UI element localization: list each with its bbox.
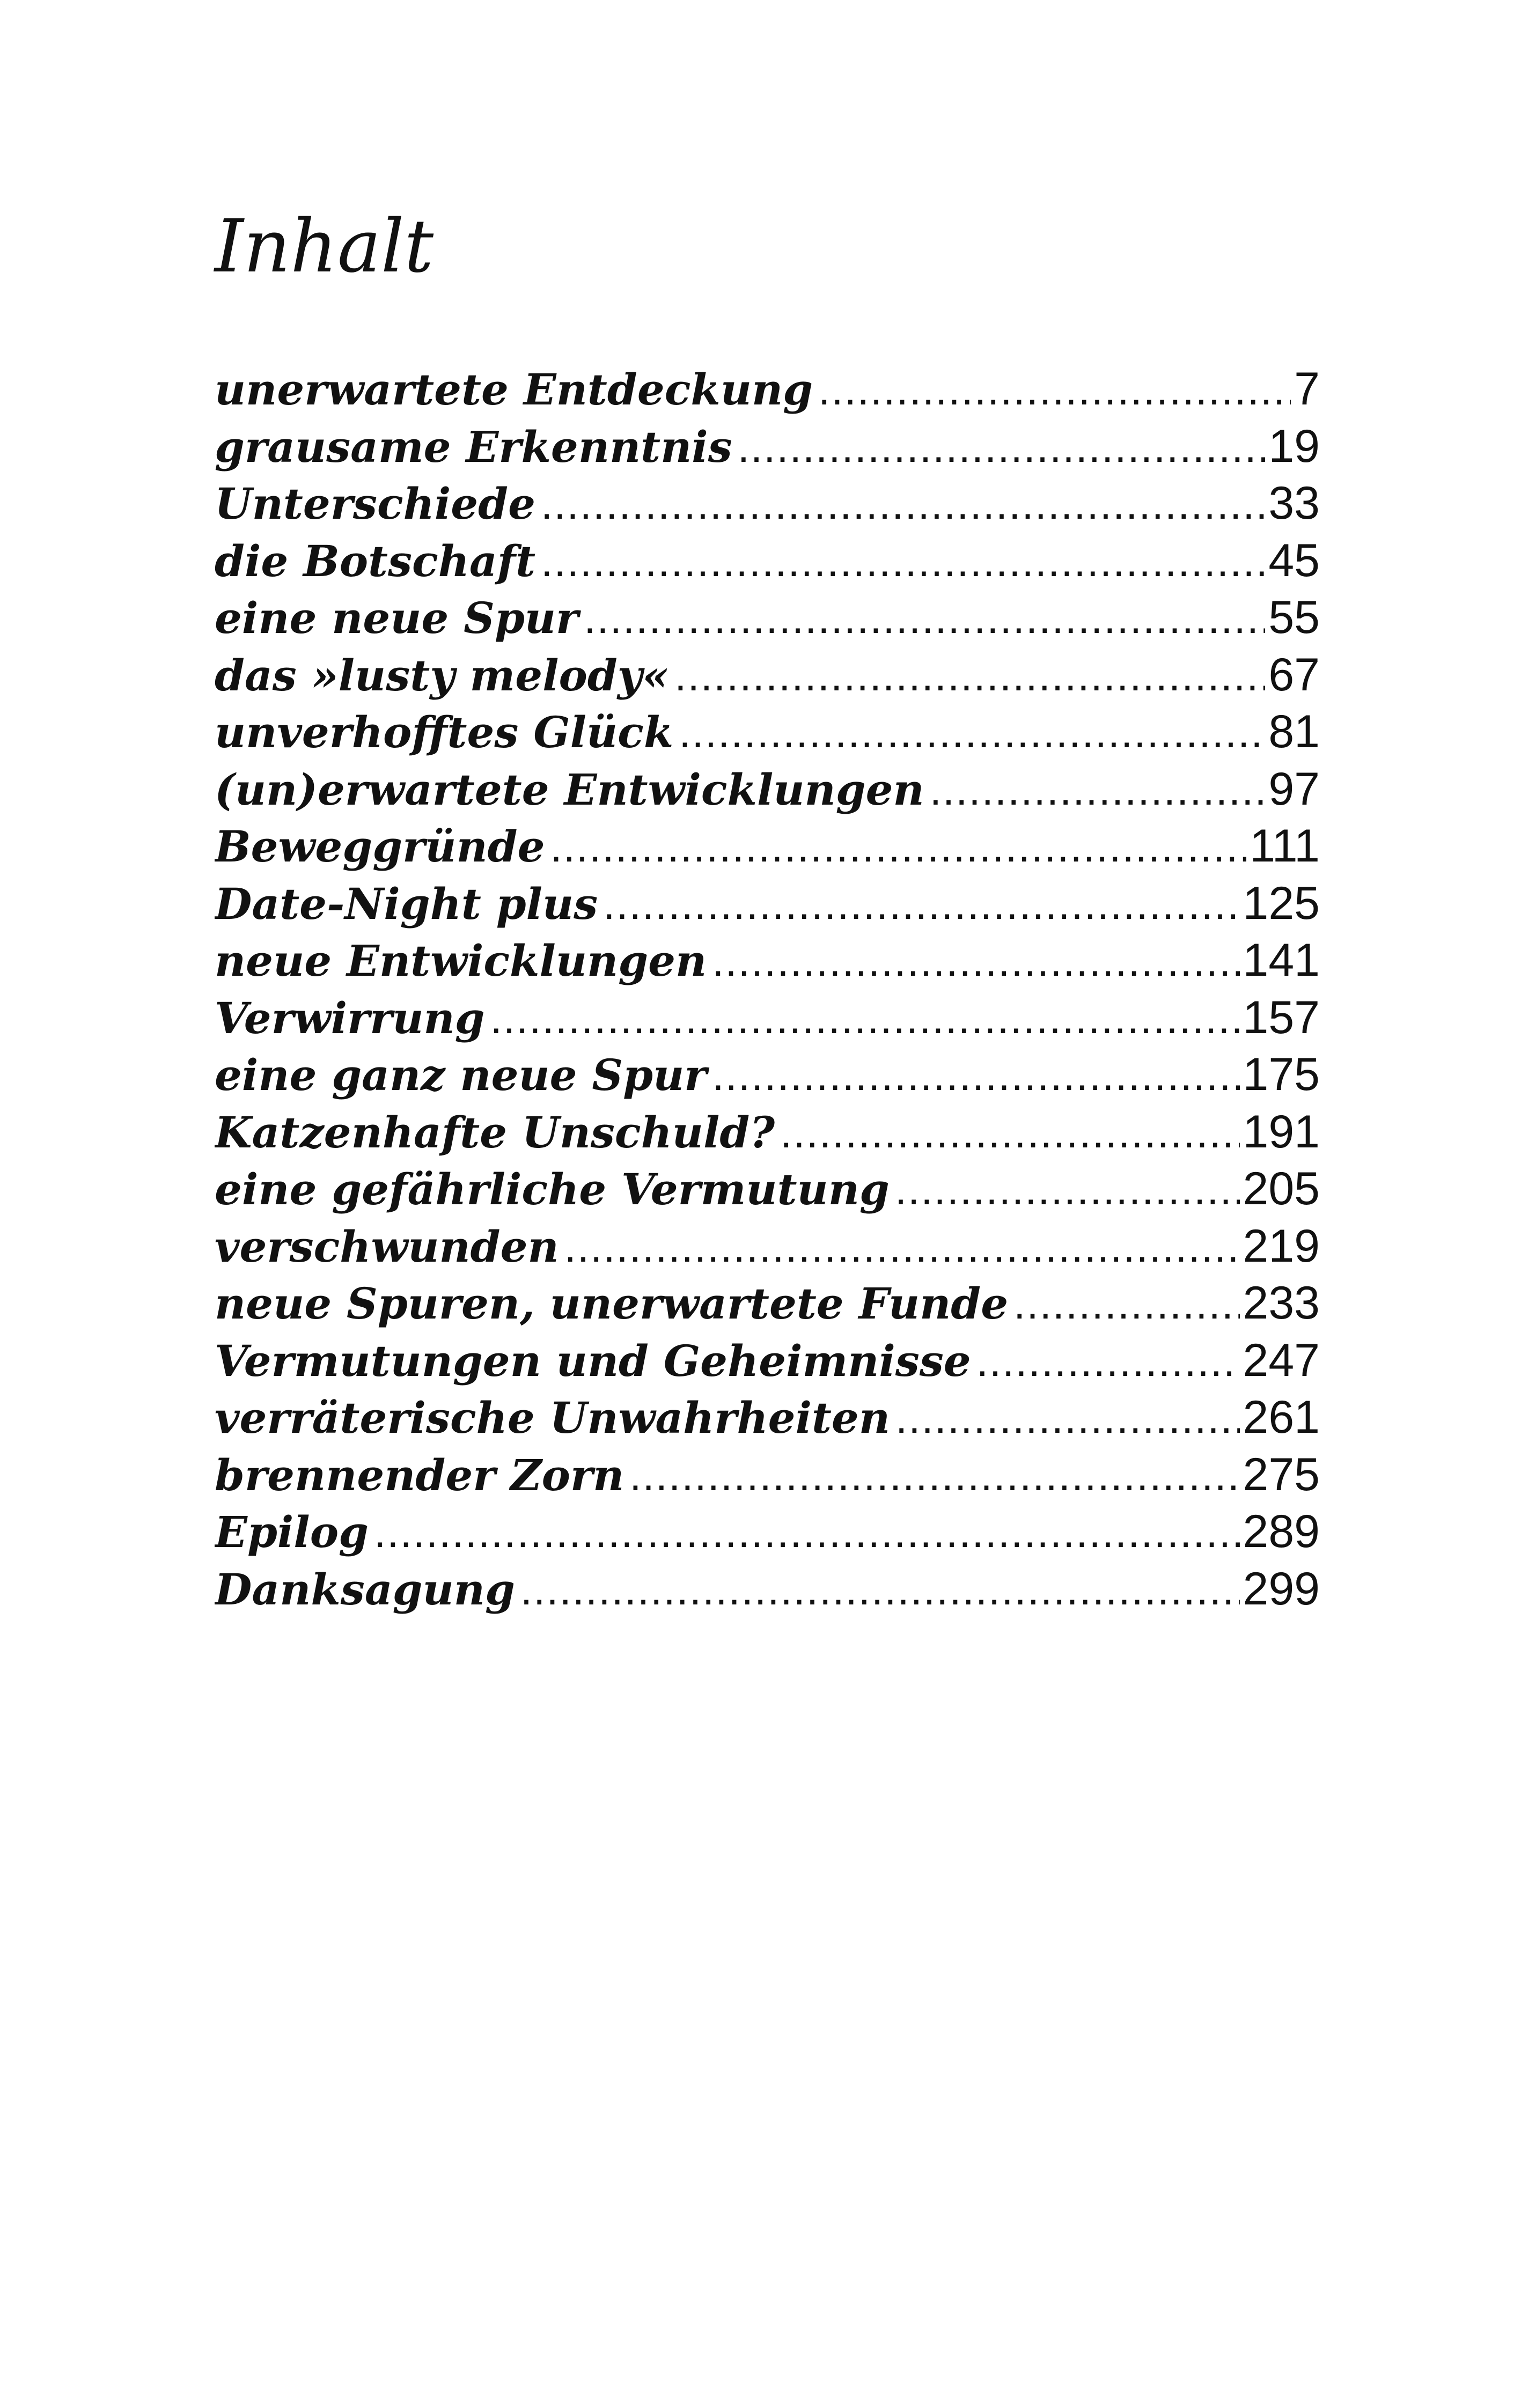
dot-leader <box>895 1161 1240 1218</box>
toc-page-number: 141 <box>1243 934 1320 986</box>
toc-entry <box>215 818 1320 875</box>
toc-page-number: 45 <box>1268 534 1320 586</box>
dot-leader <box>712 1047 1239 1103</box>
dot-leader <box>541 533 1265 590</box>
toc-entry-title: Unterschiede <box>215 478 535 529</box>
toc-entry-title: verräterische Unwahrheiten <box>215 1393 890 1443</box>
toc-page-number: 7 <box>1294 363 1320 415</box>
toc-entry <box>215 1275 1320 1332</box>
toc-entry <box>215 989 1320 1047</box>
toc-entry <box>215 1046 1320 1103</box>
toc-page-number: 247 <box>1243 1334 1320 1386</box>
dot-leader <box>818 362 1291 418</box>
toc-page-number: 275 <box>1243 1448 1320 1500</box>
page-title: Inhalt <box>215 204 434 289</box>
toc-entry-title: das »lusty melody« <box>215 650 670 701</box>
toc-entry-title: unverhofftes Glück <box>215 707 674 757</box>
dot-leader <box>541 476 1265 532</box>
toc-entry-title: neue Entwicklungen <box>215 936 707 986</box>
toc-page-number: 261 <box>1243 1391 1320 1443</box>
dot-leader <box>374 1504 1240 1560</box>
toc-entry-title: neue Spuren, unerwartete Funde <box>215 1278 1009 1329</box>
toc-entry-title: (un)erwartete Entwicklungen <box>215 764 924 815</box>
toc-page-number: 81 <box>1268 706 1320 757</box>
toc-page-number: 289 <box>1243 1506 1320 1557</box>
table-of-contents <box>215 360 1320 1617</box>
dot-leader <box>564 1219 1240 1275</box>
toc-entry <box>215 1218 1320 1275</box>
dot-leader <box>930 762 1266 818</box>
toc-page-number: 67 <box>1268 649 1320 701</box>
toc-entry <box>215 932 1320 989</box>
toc-page-number: 299 <box>1243 1563 1320 1615</box>
dot-leader <box>584 590 1265 646</box>
dot-leader <box>738 419 1266 475</box>
toc-page-number: 33 <box>1268 477 1320 529</box>
toc-entry <box>215 761 1320 818</box>
toc-entry-title: grausame Erkenntnis <box>215 421 732 472</box>
toc-entry-title: Epilog <box>215 1507 369 1557</box>
dot-leader <box>780 1104 1239 1161</box>
toc-page-number: 125 <box>1243 877 1320 929</box>
dot-leader <box>712 933 1239 989</box>
toc-page-number: 175 <box>1243 1049 1320 1100</box>
toc-entry <box>215 418 1320 475</box>
dot-leader <box>520 1562 1240 1618</box>
toc-entry-title: Beweggründe <box>215 821 545 872</box>
toc-page-number: 157 <box>1243 991 1320 1043</box>
dot-leader <box>1013 1276 1239 1332</box>
toc-entry-title: Danksagung <box>215 1564 515 1615</box>
toc-entry <box>215 360 1320 418</box>
toc-entry-title: eine gefährliche Vermutung <box>215 1164 890 1214</box>
toc-entry-title: Vermutungen und Geheimnisse <box>215 1335 971 1386</box>
toc-entry-title: brennender Zorn <box>215 1449 624 1500</box>
toc-page-number: 111 <box>1250 820 1320 872</box>
toc-entry-title: Katzenhafte Unschuld? <box>215 1107 775 1158</box>
toc-page-number: 19 <box>1268 420 1320 472</box>
toc-page-number: 55 <box>1268 592 1320 643</box>
dot-leader <box>603 876 1239 932</box>
toc-entry-title: eine ganz neue Spur <box>215 1050 707 1100</box>
dot-leader <box>976 1333 1240 1389</box>
toc-entry-title: Date-Night plus <box>215 878 598 929</box>
toc-entry <box>215 1160 1320 1218</box>
toc-page-number: 97 <box>1268 763 1320 815</box>
toc-entry-title: die Botschaft <box>215 535 536 586</box>
toc-entry <box>215 1103 1320 1161</box>
toc-entry <box>215 875 1320 932</box>
dot-leader <box>490 990 1240 1047</box>
toc-page-number: 233 <box>1243 1277 1320 1329</box>
toc-page-number: 191 <box>1243 1106 1320 1158</box>
toc-entry <box>215 703 1320 761</box>
toc-page-number: 205 <box>1243 1163 1320 1214</box>
dot-leader <box>895 1390 1240 1446</box>
toc-entry-title: eine neue Spur <box>215 593 579 643</box>
toc-page-number: 219 <box>1243 1220 1320 1272</box>
toc-entry <box>215 1560 1320 1618</box>
toc-entry <box>215 646 1320 704</box>
dot-leader <box>679 704 1265 761</box>
dot-leader <box>674 647 1265 704</box>
toc-entry <box>215 1446 1320 1504</box>
toc-entry <box>215 1332 1320 1389</box>
toc-entry <box>215 475 1320 532</box>
dot-leader <box>629 1447 1239 1504</box>
toc-entry-title: Verwirrung <box>215 992 485 1043</box>
toc-entry-title: verschwunden <box>215 1221 559 1272</box>
dot-leader <box>550 819 1246 875</box>
toc-entry <box>215 532 1320 590</box>
toc-entry <box>215 589 1320 646</box>
toc-entry <box>215 1389 1320 1446</box>
toc-entry-title: unerwartete Entdeckung <box>215 364 813 415</box>
toc-entry <box>215 1503 1320 1560</box>
